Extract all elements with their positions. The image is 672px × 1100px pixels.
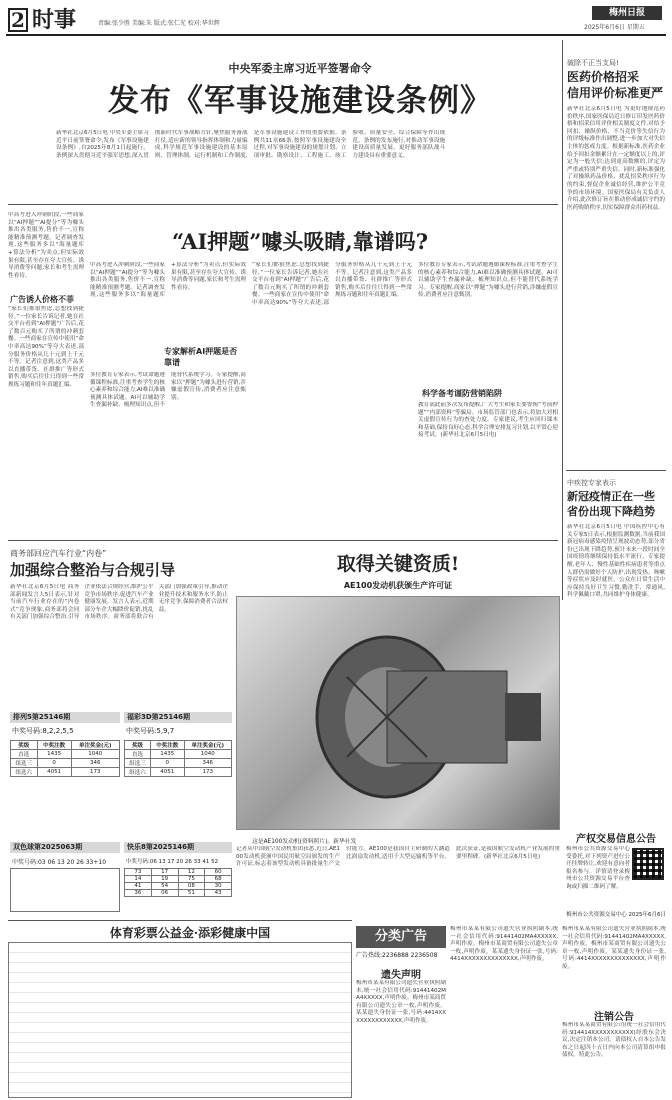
property-title: 产权交易信息公告: [576, 834, 656, 845]
cancel-notice-body: 梅州市某某商贸有限公司(统一社会信用代码:914414XXXXXXXXXXX)经股东会决议,决定注销本公司。请债权人自本公告发布之日起四十五日内向本公司清算组申报债权。特此公告。: [562, 1022, 666, 1059]
classified-col-2: 梅州市某某有限公司遗失营业执照副本,统一社会信用代码:91441402MA4XXXXX,声明作废。梅州市某商贸有限公司遗失公章一枚,声明作废。某某遗失身份证一张,号码:4414XXXXXXXXXXXXXX,声明作废。: [450, 926, 558, 963]
lottery-number: 5,9,7: [156, 727, 175, 735]
kl8-cell: 17: [151, 869, 178, 876]
lottery-col-header: 中奖注数: [37, 741, 71, 750]
kl8-cell: 36: [125, 890, 152, 897]
commerce-body: 新华社北京6月5日电 商务部新闻发言人5日表示,针对当前汽车行业存在的“内卷式”竞争现象,商务部将会同有关部门加强综合整治,引导企业依法合规经营,维护公平竞争市场秩序,促进汽车产业健康发展。发言人表示,近期部分车企大幅降价促销,扰乱市场秩序。商务部将联合有关部门加强政策引导,推动企业提升技术和服务水平,防止无序竞争,保障消费者合法权益。: [10, 584, 228, 621]
lottery-cell: 1435: [151, 750, 184, 759]
commerce-headline: 加强综合整治与合规引导: [10, 561, 176, 579]
lottery-prefix: 中奖号码:: [12, 859, 39, 866]
covid-headline-2: 省份出现下降趋势: [567, 505, 655, 518]
lottery-3d-title: 福彩3D第25146期: [124, 712, 232, 723]
kl8-cell: 75: [178, 876, 205, 883]
lottery-number: 8,2,2,5,5: [42, 727, 74, 735]
classified-title: 分类广告: [356, 926, 446, 948]
issue-date: 2025年6月6日 星期五: [584, 24, 645, 31]
page-number: 2: [8, 8, 28, 32]
sidebar-body: 新华社北京6月5日电 为更好地规范药价秩序,国家医保局近日修订印发医药价格和招采信用评价相关制度文件,对给予回扣、操纵价格、不当竞价等失信行为的评级标准作出调整,进一步加大对失信主体的惩戒力度。根据新标准,医药企业给予回扣金额累计在一定额度以上的,评定为一般失信;达到更高数额的,评定为严重或特别严重失信。同时,新标准强化了对操纵药品价格、扰乱招采秩序行为的约束,督促企业诚信经营,维护公平竞争的市场环境。国家医保局有关负责人介绍,此次修订旨在推动形成诚信守约的医药购销秩序,切实保障群众用药权益。: [567, 106, 665, 211]
lottery-cell: 346: [184, 759, 232, 768]
kl8-cell: 14: [125, 876, 152, 883]
header-rule: [6, 34, 666, 36]
lottery-cell: 4051: [37, 768, 71, 777]
lottery-pl5-number: [12, 726, 74, 736]
lottery-cell: 组选三: [125, 759, 151, 768]
right-classified-body: 梅州市某某有限公司遗失营业执照副本,统一社会信用代码:91441402MA4XXXXX,声明作废。梅州市某商贸有限公司遗失公章一枚,声明作废。某某遗失身份证一张,号码:4414XXXXXXXXXXXXXX,声明作废。: [562, 926, 666, 970]
ai-rule: [8, 540, 558, 541]
commerce-kicker: 商务部回应汽车行业“内卷”: [10, 549, 107, 558]
editor-credits: 责编:张少胜 美编:朱 版式:张仁光 校对:华世辉: [98, 20, 220, 27]
ai-body-2: 多位教育专家表示,考试命题遵循课程标准,注重考查学生的核心素养和综合能力,AI难以准确预测具体试题。AI可以辅助学生查漏补缺、梳理知识点,但不能替代系统学习。专家提醒,商家以“押题”为噱头进行营销,涉嫌虚假宣传,消费者应注意甄别。: [90, 372, 246, 409]
sports-lottery-table: [8, 942, 352, 1098]
engine-caption: 这是AE100发动机(资料照片)。新华社发: [252, 839, 357, 845]
lottery-cell: 直选: [125, 750, 151, 759]
engine-body: 记者从中国航空发动机集团获悉,近日,AE100发动机获颁中国民用航空局颁发的生产许可证,标志着该型发动机具备批量生产交付能力。AE100是我国自主研制的大涵道比涡扇发动机,适用于大型运输机等平台。此次获证,是我国航空发动机产业发展的重要里程碑。(新华社北京6月5日电): [236, 846, 560, 868]
lottery-cell: 346: [71, 759, 119, 768]
kl8-cell: 19: [151, 876, 178, 883]
property-body: 梅州市公共资源交易中心受委托,对下列资产进行公开挂牌转让,欢迎有意向者报名参与。详情请登录梅州市公共资源交易平台查询或扫描二维码了解。: [566, 846, 630, 890]
lottery-cell: 4051: [151, 768, 184, 777]
ai-subhead-1: 广告诱人价格不菲: [10, 295, 74, 304]
ai-body-1: “家长们都很焦虑,总想找到捷径。”一位家长告诉记者,她在社交平台看到“AI押题”广告后,花了数百元购买了所谓的冲刺套餐。一些商家在宣传中使用“命中率高达90%”等夸大表述,部分服务价格从几十元到上千元不等。记者注意到,这类产品多以直播带货、社群推广等形式销售,购买后往往只得到一些常规练习题和往年真题汇编。: [8, 306, 84, 388]
lottery-ssq-number: [12, 857, 106, 866]
engine-subhead: AE100发动机获颁生产许可证: [343, 581, 453, 590]
covid-kicker: 中疾控专家表示: [567, 479, 616, 487]
sidebar-kicker: 破除不正当支局!: [567, 59, 619, 67]
lottery-number: 06 13 17 20 26 33 41 52: [149, 859, 219, 865]
lottery-col-header: 单注奖金(元): [184, 741, 232, 750]
lottery-cell: 组选三: [11, 759, 38, 768]
lead-headline: 发布《军事设施建设条例》: [108, 83, 492, 119]
lead-body: 新华社北京6月5日电 中央军委主席习近平日前签署命令,发布《军事设施建设条例》,自2025年8月1日起施行。条例深入贯彻习近平强军思想,深入贯彻新时代军事战略方针,聚焦服务备战打仗,适应新的领导指挥体制和力量编成,科学规范军事设施建设的基本原则、管理体制、运行机制和工作制度,是军事设施建设工作的重要依据。条例共11章66条,按照军事设施建设全过程,对军事设施建设的规划计划、立项审批、勘察设计、工程施工、竣工验收、质量安全、综合保障等作出规范。条例的发布施行,对推动军事设施建设高质量发展、更好服务部队战斗力建设具有重要意义。: [56, 130, 446, 159]
kl8-cell: 43: [205, 890, 232, 897]
lottery-cell: 1040: [71, 750, 119, 759]
lottery-left-table: [10, 740, 120, 777]
lottery-prefix: 中奖号码:: [126, 727, 157, 735]
lottery-col-header: 奖级: [11, 741, 38, 750]
sidebar-headline-2: 信用评价标准更严: [567, 86, 664, 100]
hotline-label: 广告热线:: [356, 952, 383, 959]
lottery-cell: 1040: [184, 750, 232, 759]
kl8-cell: 08: [178, 883, 205, 890]
lottery-cell: 组选六: [11, 768, 38, 777]
engine-illustration: [237, 597, 561, 831]
lottery-prefix: 中奖号码:: [126, 859, 150, 865]
section-title: 时事: [32, 7, 77, 33]
engine-photo: [236, 596, 560, 830]
lottery-kl8-title: 快乐8第2025146期: [124, 842, 232, 853]
kl8-cell: 30: [205, 883, 232, 890]
lottery-cell: 173: [71, 768, 119, 777]
covid-body: 新华社北京6月5日电 中国疾控中心有关专家5日表示,根据监测数据,当前我国新冠病毒感染疫情呈现波动态势,部分省份已出现下降趋势,预计未来一段时间全国疫情将继续保持低水平流行。专家提醒,老年人、慢性基础性疾病患者等重点人群仍需做好个人防护,出现发热、咳嗽等症状应及时就医。公众在日常生活中应保持良好卫生习惯,勤洗手、常通风,科学佩戴口罩,共同维护身体健康。: [567, 524, 665, 599]
lottery-mid-table: [124, 740, 232, 777]
masthead: 梅州日报: [592, 6, 662, 20]
lottery-col-header: 单注奖金(元): [71, 741, 119, 750]
covid-headline-1: 新冠疫情正在一些: [567, 490, 655, 503]
kl8-cell: 51: [178, 890, 205, 897]
cancel-notice-title: 注销公告: [594, 1012, 634, 1023]
lottery-ssq-box: [10, 868, 120, 912]
kl8-cell: 54: [151, 883, 178, 890]
lottery-cell: 组选六: [125, 768, 151, 777]
lottery-number: 03 06 13 20 26 33+10: [38, 859, 107, 866]
bottom-section-rule: [8, 920, 352, 921]
lottery-3d-number: [126, 726, 174, 736]
ai-headline: “AI押题”噱头吸睛,靠谱吗?: [172, 229, 428, 254]
hotline-number[interactable]: 2236888 2236508: [382, 952, 438, 959]
lottery-cell: 直选: [11, 750, 38, 759]
lottery-cell: 1435: [37, 750, 71, 759]
lottery-kl8-number: [126, 857, 218, 865]
ai-subhead-2: 专家解析AI押题是否靠谱: [164, 347, 238, 367]
lead-rule: [8, 204, 558, 205]
kl8-cell: 73: [125, 869, 152, 876]
lottery-col-header: 中奖注数: [151, 741, 184, 750]
kl8-cell: 06: [151, 890, 178, 897]
lottery-cell: 0: [151, 759, 184, 768]
lottery-prefix: 中奖号码:: [12, 727, 43, 735]
lottery-pl5-title: 排列5第25146期: [10, 712, 120, 723]
kl8-cell: 60: [205, 869, 232, 876]
kl8-cell: 68: [205, 876, 232, 883]
ai-subhead-3: 科学备考谨防营销陷阱: [422, 389, 502, 398]
lottery-col-header: 奖级: [125, 741, 151, 750]
kl8-cell: 41: [125, 883, 152, 890]
ai-body-3: 教育部此前多次发布提醒,广大考生和家长要警惕“考前押题”“内部资料”等骗局。市场监管部门也表示,将加大对相关虚假宣传行为的查处力度。专家建议,考生应回归课本和基础,保持良好心态,科学合理安排复习计划,以平常心迎接考试。(新华社北京6月5日电): [418, 402, 558, 439]
lottery-cell: 0: [37, 759, 71, 768]
notice-body: 梅州市某某有限公司遗失营业执照副本,统一社会信用代码:91441402MA4XXXXX,声明作废。梅州市某商贸有限公司遗失公章一枚,声明作废。某某遗失身份证一张,号码:4414XXXXXXXXXXXXXX,声明作废。: [356, 980, 446, 1024]
qr-code-icon[interactable]: [632, 848, 664, 880]
lottery-kl8-grid: [124, 868, 232, 897]
ai-intro: 中高考进入冲刺阶段,一些商家以“AI押题”“AI提分”等为噱头推出各类服务,售价不一,宣称能精准预测考题。记者调查发现,这些服务多以“海量题库+算法分析”为卖点,但实际效果有限,甚至存在夸大宣传、诱导消费等问题,家长和考生需理性看待。: [8, 212, 84, 279]
sidebar-divider: [562, 40, 563, 600]
lottery-ssq-title: 双色球第2025063期: [10, 842, 120, 853]
lead-kicker: 中央军委主席习近平签署命令: [228, 62, 372, 75]
notice-title: 遗失声明: [381, 970, 421, 981]
ai-body-2b: “家长们都很焦虑,总想找到捷径。”一位家长告诉记者,她在社交平台看到“AI押题”广告后,花了数百元购买了所谓的冲刺套餐。一些商家在宣传中使用“命中率高达90%”等夸大表述,部分服务价格从几十元到上千元不等。记者注意到,这类产品多以直播带货、社群推广等形式销售,购买后往往只得到一些常规练习题和往年真题汇编。: [252, 262, 412, 306]
kl8-cell: 12: [178, 869, 205, 876]
lottery-cell: 173: [184, 768, 232, 777]
engine-headline: 取得关键资质!: [336, 553, 460, 575]
sidebar-rule: [566, 470, 666, 471]
ai-body-3a: 多位教育专家表示,考试命题遵循课程标准,注重考查学生的核心素养和综合能力,AI难以准确预测具体试题。AI可以辅助学生查漏补缺、梳理知识点,但不能替代系统学习。专家提醒,商家以“押题”为噱头进行营销,涉嫌虚假宣传,消费者应注意甄别。: [418, 262, 558, 299]
property-footer: 梅州市公共资源交易中心 2025年6月6日: [566, 912, 666, 918]
sidebar-headline-1: 医药价格招采: [567, 70, 640, 84]
ai-body-1b: 中高考进入冲刺阶段,一些商家以“AI押题”“AI提分”等为噱头推出各类服务,售价不一,宣称能精准预测考题。记者调查发现,这些服务多以“海量题库+算法分析”为卖点,但实际效果有限,甚至存在夸大宣传、诱导消费等问题,家长和考生需理性看待。: [90, 262, 246, 299]
sports-lottery-banner: 体育彩票公益金·添彩健康中国: [109, 926, 271, 940]
classified-hotline: [356, 950, 446, 959]
